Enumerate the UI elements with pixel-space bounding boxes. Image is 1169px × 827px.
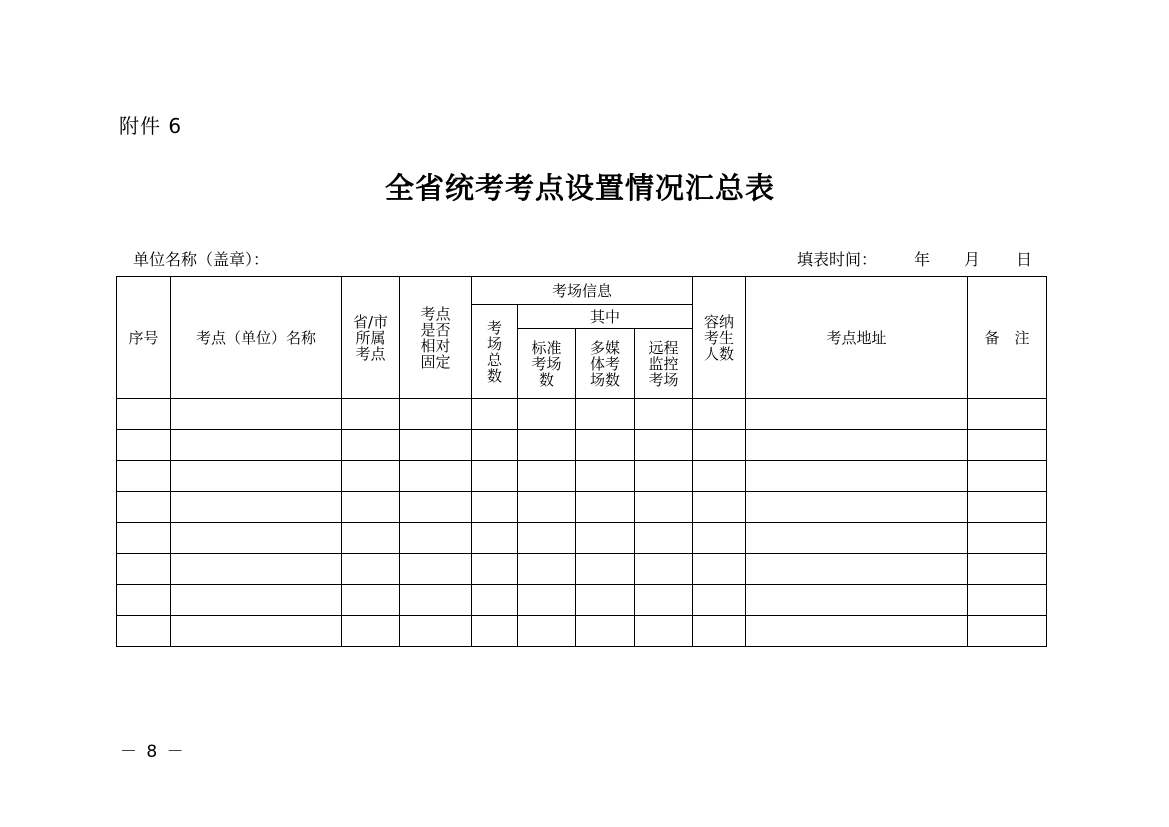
header-standard-rooms-cell [518,329,576,399]
table-row [117,399,1047,430]
table-cell[interactable] [171,461,342,492]
table-cell[interactable] [693,461,746,492]
table-cell[interactable] [693,554,746,585]
header-multimedia-rooms-cell [576,329,635,399]
table-cell[interactable] [400,523,472,554]
table-cell[interactable] [693,492,746,523]
table-cell[interactable] [117,430,171,461]
table-cell[interactable] [518,585,576,616]
day-label: 日 [1016,250,1033,269]
table-cell[interactable] [400,399,472,430]
table-cell[interactable] [117,523,171,554]
header-capacity: 容纳考生人数 [703,312,734,363]
table-cell[interactable] [518,523,576,554]
table-cell[interactable] [693,523,746,554]
table-cell[interactable] [693,616,746,647]
table-cell[interactable] [117,616,171,647]
table-cell[interactable] [171,585,342,616]
table-cell[interactable] [635,430,693,461]
header-capacity-cell [693,277,746,399]
table-cell[interactable] [342,523,400,554]
table-cell[interactable] [342,461,400,492]
table-cell[interactable] [968,585,1047,616]
table-cell[interactable] [693,585,746,616]
table-cell[interactable] [576,399,635,430]
header-total-rooms: 考场总数 [486,318,502,385]
page-title: 全省统考考点设置情况汇总表 [384,171,775,205]
table-cell[interactable] [171,554,342,585]
header-total-rooms-cell [472,305,518,399]
table-cell[interactable] [342,554,400,585]
header-remote-rooms: 远程监控考场 [648,338,679,389]
table-cell[interactable] [342,585,400,616]
header-remarks: 备 注 [968,277,1047,399]
year-label: 年 [914,250,931,269]
table-cell[interactable] [171,492,342,523]
table-cell[interactable] [472,523,518,554]
table-cell[interactable] [576,461,635,492]
table-row [117,616,1047,647]
table-cell[interactable] [518,430,576,461]
table-cell[interactable] [472,585,518,616]
table-cell[interactable] [968,492,1047,523]
table-cell[interactable] [400,461,472,492]
page-number: － 8 － [120,742,186,762]
header-among: 其中 [518,305,693,329]
table-cell[interactable] [400,554,472,585]
table-cell[interactable] [171,616,342,647]
header-standard-rooms: 标准考场数 [531,338,562,389]
table-cell[interactable] [635,461,693,492]
table-cell[interactable] [400,616,472,647]
table-cell[interactable] [746,430,968,461]
unit-name-label: 单位名称（盖章）： [133,250,270,269]
table-row [117,554,1047,585]
table-cell[interactable] [746,585,968,616]
table-cell[interactable] [171,430,342,461]
table-cell[interactable] [635,616,693,647]
table-cell[interactable] [342,616,400,647]
fill-time-label: 填表时间： [797,250,878,269]
table-cell[interactable] [518,554,576,585]
table-cell[interactable] [171,399,342,430]
table-cell[interactable] [968,554,1047,585]
table-cell[interactable] [635,399,693,430]
table-cell[interactable] [342,492,400,523]
table-cell[interactable] [400,430,472,461]
table-cell[interactable] [968,523,1047,554]
table-cell[interactable] [518,399,576,430]
table-cell[interactable] [746,399,968,430]
table-row [117,430,1047,461]
table-cell[interactable] [117,461,171,492]
table-cell[interactable] [746,554,968,585]
table-cell[interactable] [746,461,968,492]
table-cell[interactable] [693,430,746,461]
header-address: 考点地址 [746,277,968,399]
table-cell[interactable] [400,585,472,616]
table-cell[interactable] [635,523,693,554]
table-cell[interactable] [635,492,693,523]
table-row [117,523,1047,554]
table-cell[interactable] [472,616,518,647]
month-label: 月 [964,250,981,269]
header-province-city: 省/市所属考点 [352,312,389,363]
table-cell[interactable] [117,585,171,616]
table-cell[interactable] [746,616,968,647]
table-cell[interactable] [576,554,635,585]
table-cell[interactable] [635,554,693,585]
header-serial: 序号 [117,277,171,399]
table-cell[interactable] [400,492,472,523]
table-cell[interactable] [968,399,1047,430]
table-cell[interactable] [117,399,171,430]
table-cell[interactable] [472,492,518,523]
table-cell[interactable] [117,554,171,585]
table-cell[interactable] [518,461,576,492]
table-cell[interactable] [635,585,693,616]
table-cell[interactable] [576,492,635,523]
header-remote-rooms-cell [635,329,693,399]
table-cell[interactable] [518,492,576,523]
table-cell[interactable] [171,523,342,554]
table-body [117,399,1047,647]
table-cell[interactable] [472,430,518,461]
table-cell[interactable] [693,399,746,430]
table-cell[interactable] [472,554,518,585]
table-cell[interactable] [117,492,171,523]
table-cell[interactable] [472,461,518,492]
header-multimedia-rooms: 多媒体考场数 [589,338,620,389]
summary-table [116,276,1047,647]
table-cell[interactable] [518,616,576,647]
table-cell[interactable] [472,399,518,430]
table-cell[interactable] [342,399,400,430]
header-fixed: 考点是否相对固定 [420,304,451,371]
table-row [117,585,1047,616]
header-province-city-cell [342,277,400,399]
table-row [117,492,1047,523]
header-room-info: 考场信息 [472,277,693,305]
table-cell[interactable] [968,430,1047,461]
table-cell[interactable] [576,585,635,616]
table-cell[interactable] [746,523,968,554]
table-cell[interactable] [968,461,1047,492]
table-cell[interactable] [746,492,968,523]
table-cell[interactable] [342,430,400,461]
table-cell[interactable] [576,430,635,461]
table-cell[interactable] [968,616,1047,647]
table-cell[interactable] [576,616,635,647]
header-site-name: 考点（单位）名称 [171,277,342,399]
table-row [117,461,1047,492]
header-fixed-cell [400,277,472,399]
attachment-label: 附件 6 [119,114,183,138]
table-cell[interactable] [576,523,635,554]
